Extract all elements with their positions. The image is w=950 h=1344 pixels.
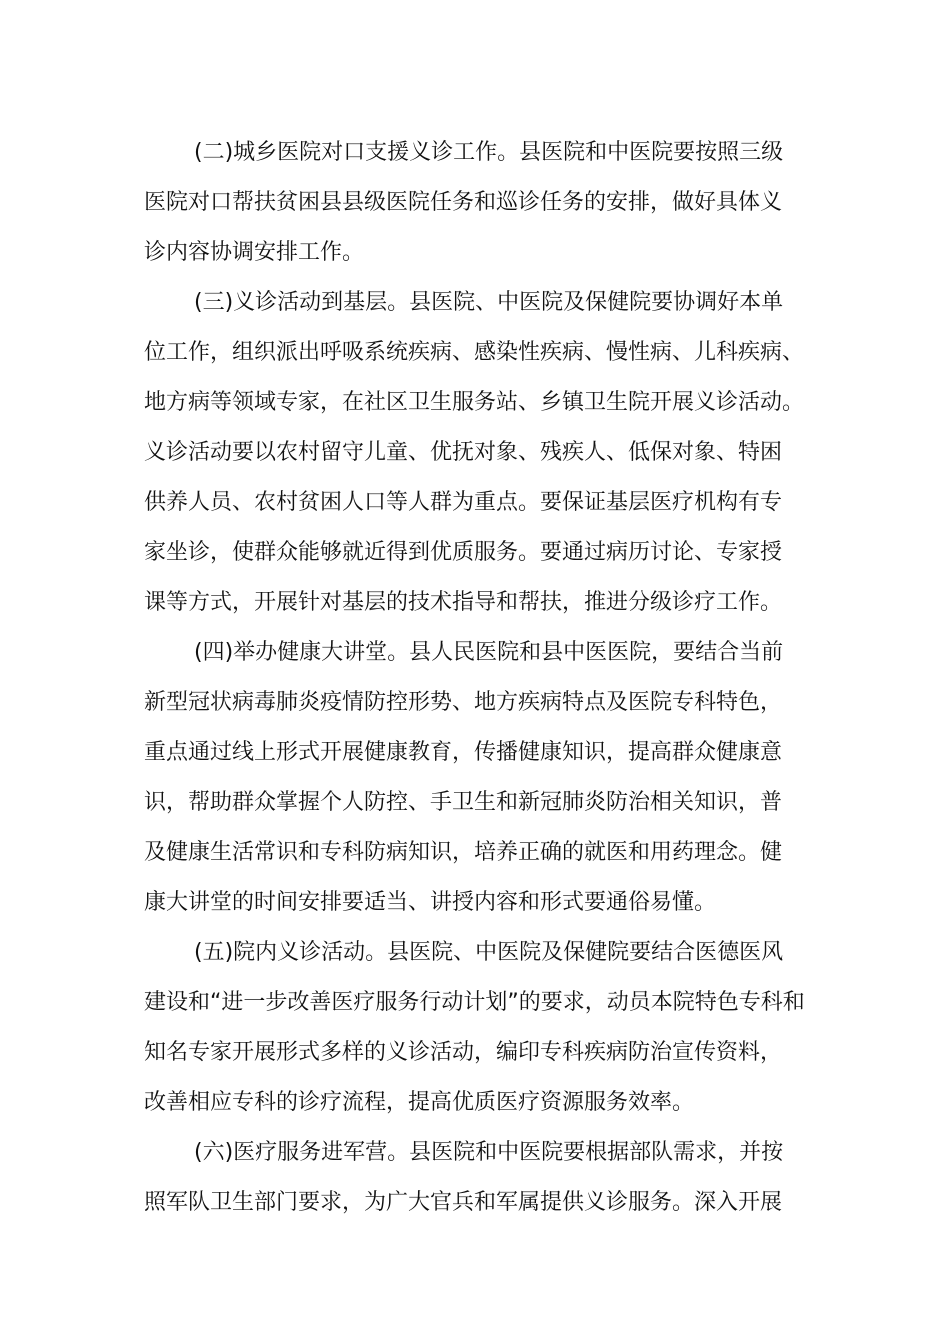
paragraph-5-line-4: 改善相应专科的诊疗流程，提高优质医疗资源服务效率。 xyxy=(144,1090,695,1115)
paragraph-3-line-2: 位工作，组织派出呼吸系统疾病、感染性疾病、慢性病、儿科疾病、 xyxy=(144,340,805,365)
paragraph-3-line-4: 义诊活动要以农村留守儿童、优抚对象、残疾人、低保对象、特困 xyxy=(144,440,783,465)
paragraph-4-line-3: 重点通过线上形式开展健康教育，传播健康知识，提高群众健康意 xyxy=(144,740,783,765)
paragraph-6-line-2: 照军队卫生部门要求，为广大官兵和军属提供义诊服务。深入开展 xyxy=(144,1190,783,1215)
paragraph-2-line-3: 诊内容协调安排工作。 xyxy=(144,240,365,265)
paragraph-5-line-2: 建设和“进一步改善医疗服务行动计划”的要求，动员本院特色专科和 xyxy=(144,990,805,1015)
paragraph-4-line-4: 识，帮助群众掌握个人防控、手卫生和新冠肺炎防治相关知识，普 xyxy=(144,790,783,815)
paragraph-3-line-6: 家坐诊，使群众能够就近得到优质服务。要通过病历讨论、专家授 xyxy=(144,540,783,565)
paragraph-4-line-6: 康大讲堂的时间安排要适当、讲授内容和形式要通俗易懂。 xyxy=(144,890,717,915)
document-body xyxy=(144,128,812,1228)
paragraph-5-line-3: 知名专家开展形式多样的义诊活动，编印专科疾病防治宣传资料， xyxy=(144,1040,783,1065)
paragraph-6-line-1: (六)医疗服务进军营。县医院和中医院要根据部队需求，并按 xyxy=(194,1140,784,1165)
paragraph-4-line-5: 及健康生活常识和专科防病知识，培养正确的就医和用药理念。健 xyxy=(144,840,783,865)
paragraph-2-line-1: (二)城乡医院对口支援义诊工作。县医院和中医院要按照三级 xyxy=(194,140,784,165)
paragraph-3-line-3: 地方病等领域专家，在社区卫生服务站、乡镇卫生院开展义诊活动。 xyxy=(144,390,805,415)
paragraph-5-line-1: (五)院内义诊活动。县医院、中医院及保健院要结合医德医风 xyxy=(194,940,784,965)
paragraph-4-line-1: (四)举办健康大讲堂。县人民医院和县中医医院，要结合当前 xyxy=(194,640,784,665)
paragraph-2-line-2: 医院对口帮扶贫困县县级医院任务和巡诊任务的安排，做好具体义 xyxy=(144,190,783,215)
paragraph-4-line-2: 新型冠状病毒肺炎疫情防控形势、地方疾病特点及医院专科特色， xyxy=(144,690,783,715)
paragraph-3-line-1: (三)义诊活动到基层。县医院、中医院及保健院要协调好本单 xyxy=(194,290,784,315)
paragraph-3-line-5: 供养人员、农村贫困人口等人群为重点。要保证基层医疗机构有专 xyxy=(144,490,783,515)
paragraph-3-line-7: 课等方式，开展针对基层的技术指导和帮扶，推进分级诊疗工作。 xyxy=(144,590,783,615)
